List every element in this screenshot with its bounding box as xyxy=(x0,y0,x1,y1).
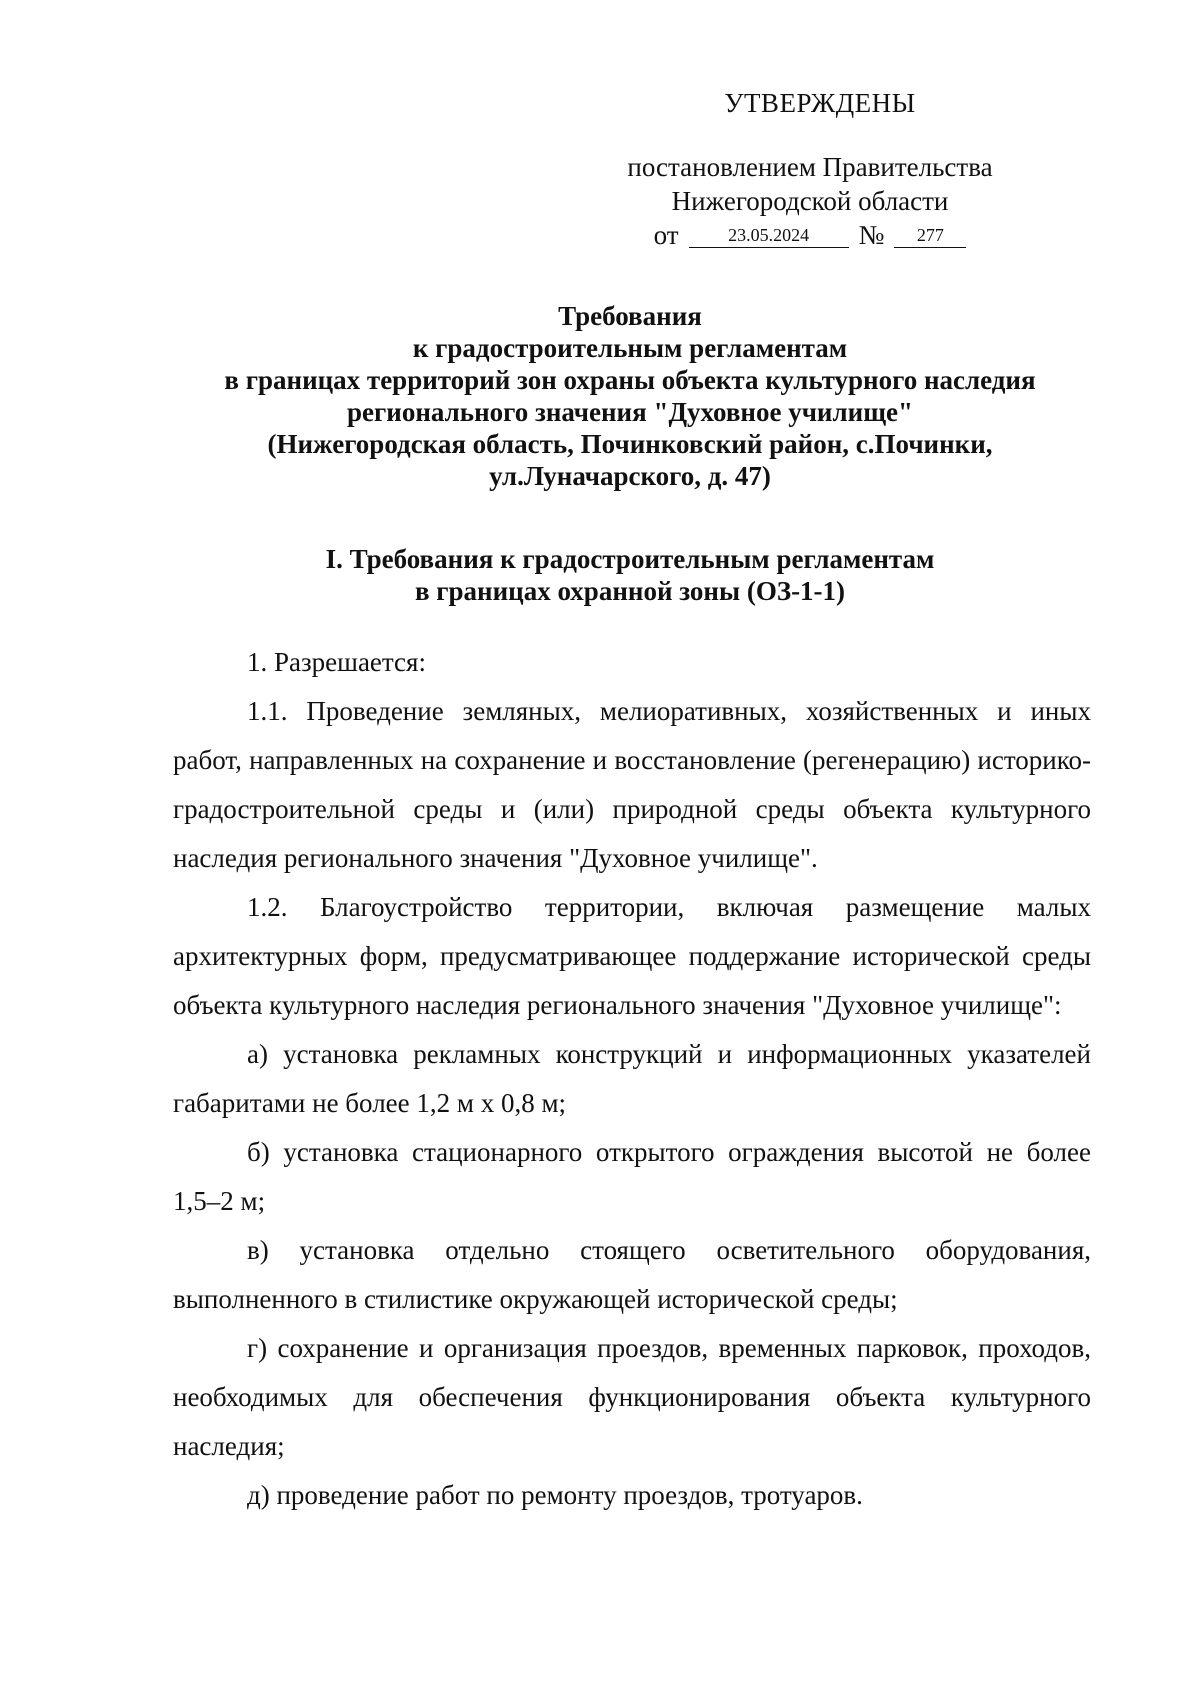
document-title xyxy=(150,300,1110,492)
approved-heading: УТВЕРЖДЕНЫ xyxy=(724,88,916,118)
paragraph-1-2: 1.2. Благоустройство территории, включая размещение малых архитектурных форм, предусматривающее поддержание исторической среды объекта культурного наследия регионального значения "Духовное училище": xyxy=(173,892,1091,1020)
approval-date: 23.05.2024 xyxy=(689,224,849,248)
approval-line-2: Нижегородской области xyxy=(671,186,949,216)
body-text xyxy=(173,638,1091,1520)
paragraph-g: г) сохранение и организация проездов, временных парковок, проходов, необходимых для обеспечения функционирования объекта культурного наследия; xyxy=(173,1333,1091,1461)
approval-block xyxy=(600,80,1020,252)
approval-number: 277 xyxy=(894,224,966,248)
number-label: № xyxy=(858,220,885,250)
title-line-6: ул.Луначарского, д. 47) xyxy=(489,461,771,491)
paragraph-1-1: 1.1. Проведение земляных, мелиоративных, хозяйственных и иных работ, направленных на сохранение и восстановление (регенерацию) историко-градостроительной среды и (или) природной среды объекта культурного наследия регионального значения "Духовное училище". xyxy=(173,696,1091,873)
title-line-4: регионального значения "Духовное училище" xyxy=(347,397,913,427)
paragraph-v: в) установка отдельно стоящего осветительного оборудования, выполненного в стилистике окружающей исторической среды; xyxy=(173,1235,1091,1314)
title-line-2: к градостроительным регламентам xyxy=(412,333,848,363)
title-line-1: Требования xyxy=(558,301,702,331)
section-line-1: I. Требования к градостроительным регламентам xyxy=(325,544,935,574)
title-line-5: (Нижегородская область, Починковский район, с.Починки, xyxy=(267,429,993,459)
section-line-2: в границах охранной зоны (ОЗ-1-1) xyxy=(414,576,846,606)
paragraph-1: 1. Разрешается: xyxy=(247,647,426,677)
title-line-3: в границах территорий зон охраны объекта культурного наследия xyxy=(224,365,1036,395)
approval-line-1: постановлением Правительства xyxy=(627,152,993,182)
from-label: от xyxy=(653,220,679,250)
paragraph-b: б) установка стационарного открытого ограждения высотой не более 1,5–2 м; xyxy=(173,1137,1091,1216)
approval-date-row xyxy=(600,218,1020,252)
section-heading xyxy=(150,543,1110,607)
paragraph-a: а) установка рекламных конструкций и информационных указателей габаритами не более 1,2 м х 0,8 м; xyxy=(173,1039,1091,1118)
paragraph-d: д) проведение работ по ремонту проездов, тротуаров. xyxy=(247,1480,863,1510)
